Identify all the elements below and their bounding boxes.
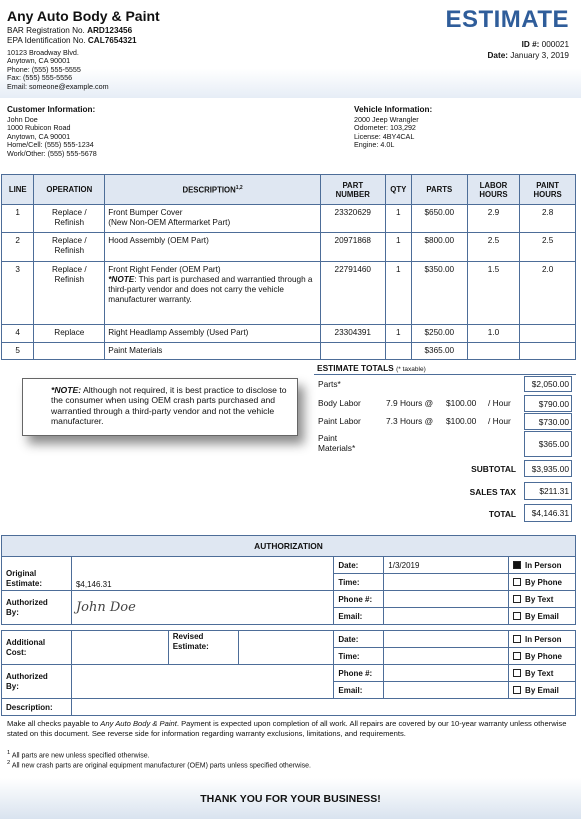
header-operation: OPERATION (34, 175, 105, 205)
time-field[interactable] (384, 574, 509, 591)
checkbox[interactable] (513, 686, 521, 694)
table-row (2, 262, 576, 325)
line-items-table (1, 174, 576, 360)
cell-description: Paint Materials (105, 343, 321, 360)
total-label: TOTAL (488, 509, 516, 519)
paint-labor-rate: $100.00 (446, 416, 477, 426)
revised-estimate-label: Revised Estimate: (168, 631, 238, 665)
cell-description: Right Headlamp Assembly (Used Part) (105, 325, 321, 343)
body-labor-rate: $100.00 (446, 398, 477, 408)
sales-tax-value: $211.31 (524, 482, 572, 500)
checkbox[interactable] (513, 669, 521, 677)
cell-part-number: 20971868 (320, 233, 385, 262)
document-title: ESTIMATE (445, 6, 569, 33)
revised-estimate-field[interactable] (238, 631, 334, 665)
signature: John Doe (75, 600, 136, 615)
cell-line: 4 (2, 325, 34, 343)
cell-qty: 1 (385, 262, 411, 325)
description-field[interactable] (71, 699, 575, 716)
email-label: Email: (334, 682, 384, 699)
subtotal-value: $3,935.00 (524, 460, 572, 477)
company-name: Any Auto Body & Paint (7, 8, 160, 24)
signature-field[interactable] (71, 591, 333, 625)
cell-labor: 2.5 (467, 233, 520, 262)
estimate-id: ID #: 000021 (521, 40, 569, 49)
cell-operation (34, 343, 105, 360)
authorization-title: AUTHORIZATION (2, 536, 576, 557)
header-parts: PARTS (411, 175, 467, 205)
customer-heading: Customer Information: (7, 105, 96, 114)
revision-authorization-table (1, 630, 576, 716)
estimate-totals-title: ESTIMATE TOTALS (* taxable) (317, 363, 426, 373)
header-line: LINE (2, 175, 34, 205)
checkbox[interactable] (513, 595, 521, 603)
parts-total-label: Parts* (318, 379, 341, 389)
cell-qty: 1 (385, 205, 411, 233)
body-labor-label: Body Labor (318, 398, 361, 408)
date-label: Date: (334, 631, 384, 648)
subtotal-label: SUBTOTAL (471, 464, 516, 474)
header-description: DESCRIPTION$^{1,2}$ (105, 175, 321, 205)
cell-labor: 1.5 (467, 262, 520, 325)
cell-part-number: 23304391 (320, 325, 385, 343)
in-person-checkbox[interactable]: In Person (509, 631, 576, 648)
paint-labor-hours: 7.3 Hours @ (386, 416, 434, 426)
cell-parts: $365.00 (411, 343, 467, 360)
signature-field[interactable] (71, 665, 333, 699)
cell-labor: 2.9 (467, 205, 520, 233)
estimate-date: Date: January 3, 2019 (487, 51, 569, 60)
by-text-checkbox[interactable]: By Text (509, 591, 576, 608)
disclosure-note-text: *NOTE: Although not required, it is best practice to disclose to the consumer when using OEM crash parts purchased and warrantied through a third-party vendor and not the vehicle manufacturer. (51, 385, 287, 427)
phone-field[interactable] (384, 665, 509, 682)
cell-operation: Replace / Refinish (34, 233, 105, 262)
phone-label: Phone #: (334, 665, 384, 682)
original-estimate-value: $4,146.31 (71, 557, 333, 591)
cell-labor: 1.0 (467, 325, 520, 343)
cell-line: 5 (2, 343, 34, 360)
vehicle-info: 2000 Jeep Wrangler Odometer: 103,292 License: 4BY4CAL Engine: 4.0L (354, 115, 419, 150)
date-field[interactable] (384, 631, 509, 648)
checkbox[interactable] (513, 578, 521, 586)
table-header-row (2, 175, 576, 205)
email-field[interactable] (384, 608, 509, 625)
cell-qty: 1 (385, 233, 411, 262)
body-labor-hours: 7.9 Hours @ (386, 398, 434, 408)
table-row (2, 233, 576, 262)
customer-info: John Doe 1000 Rubicon Road Anytown, CA 90001 Home/Cell: (555) 555-1234 Work/Other: (555) 555-5678 (7, 115, 97, 158)
cell-parts: $650.00 (411, 205, 467, 233)
cell-parts: $800.00 (411, 233, 467, 262)
cell-labor (467, 343, 520, 360)
cell-operation: Replace / Refinish (34, 205, 105, 233)
cell-qty: 1 (385, 325, 411, 343)
time-field[interactable] (384, 648, 509, 665)
checkbox[interactable] (513, 612, 521, 620)
sales-tax-label: SALES TAX (469, 487, 516, 497)
total-value: $4,146.31 (524, 504, 572, 522)
additional-cost-label: Additional Cost: (2, 631, 72, 665)
by-text-checkbox[interactable]: By Text (509, 665, 576, 682)
cell-operation: Replace / Refinish (34, 262, 105, 325)
disclosure-note-box (22, 378, 298, 436)
header-paint-hours: PAINT HOURS (520, 175, 576, 205)
header-qty: QTY (385, 175, 411, 205)
cell-paint: 2.5 (520, 233, 576, 262)
cell-line: 2 (2, 233, 34, 262)
footnote-1: $^1$ All parts are new unless specified otherwise. (7, 750, 150, 760)
paint-materials-value: $365.00 (524, 431, 572, 457)
footnote-2: $^2$ All new crash parts are original equipment manufacturer (OEM) parts unless specified otherwise. (7, 760, 312, 770)
thank-you-message: THANK YOU FOR YOUR BUSINESS! (200, 793, 381, 805)
original-estimate-label: Original Estimate: (2, 557, 72, 591)
totals-divider (314, 374, 576, 375)
cell-description: Front Right Fender (OEM Part) *NOTE: This part is purchased and warrantied through a third-party vendor and does not carry the vehicle manufacturer warranty. (105, 262, 321, 325)
company-address: 10123 Broadway Blvd. Anytown, CA 90001 Phone: (555) 555-5555 Fax: (555) 555-5556 Email: someone@example.com (7, 48, 109, 91)
by-email-checkbox[interactable]: By Email (509, 608, 576, 625)
cell-description: Hood Assembly (OEM Part) (105, 233, 321, 262)
by-phone-checkbox[interactable]: By Phone (509, 574, 576, 591)
header-labor-hours: LABOR HOURS (467, 175, 520, 205)
paint-labor-label: Paint Labor (318, 416, 361, 426)
time-label: Time: (334, 648, 384, 665)
epa-identification: EPA Identification No. CAL7654321 (7, 36, 137, 45)
cell-operation: Replace (34, 325, 105, 343)
paint-labor-value: $730.00 (524, 413, 572, 430)
parts-total-value: $2,050.00 (524, 376, 572, 392)
additional-cost-field[interactable] (71, 631, 168, 665)
cell-line: 3 (2, 262, 34, 325)
date-label: Date: (334, 557, 384, 574)
authorized-by-label: Authorized By: (2, 591, 72, 625)
email-field[interactable] (384, 682, 509, 699)
by-phone-checkbox[interactable]: By Phone (509, 648, 576, 665)
cell-line: 1 (2, 205, 34, 233)
cell-paint (520, 325, 576, 343)
checkbox[interactable] (513, 652, 521, 660)
phone-label: Phone #: (334, 591, 384, 608)
header-part-number: PART NUMBER (320, 175, 385, 205)
table-row (2, 205, 576, 233)
body-labor-value: $790.00 (524, 395, 572, 412)
cell-paint (520, 343, 576, 360)
authorization-table (1, 535, 576, 625)
phone-field[interactable] (384, 591, 509, 608)
date-field[interactable]: 1/3/2019 (384, 557, 509, 574)
by-email-checkbox[interactable]: By Email (509, 682, 576, 699)
authorized-by-label: Authorized By: (2, 665, 72, 699)
part-note: *NOTE: This part is purchased and warrantied through a third-party vendor and does not carry the vehicle manufacturer warranty. (108, 275, 313, 304)
description-label: Description: (2, 699, 72, 716)
in-person-checkbox[interactable]: In Person (509, 557, 576, 574)
cell-qty (385, 343, 411, 360)
email-label: Email: (334, 608, 384, 625)
paint-labor-per-hour: / Hour (488, 416, 511, 426)
checkbox[interactable] (513, 635, 521, 643)
cell-paint: 2.0 (520, 262, 576, 325)
cell-parts: $250.00 (411, 325, 467, 343)
checkbox-checked[interactable] (513, 561, 521, 569)
cell-part-number: 22791460 (320, 262, 385, 325)
body-labor-per-hour: / Hour (488, 398, 511, 408)
payment-terms: Make all checks payable to Any Auto Body & Paint. Payment is expected upon completion of all work. All repairs are covered by our 10-year warranty unless otherwise stated on this document. See reverse side for information regarding warranty exclusions, limitations, and requirements. (7, 719, 567, 738)
table-row (2, 325, 576, 343)
cell-part-number: 23320629 (320, 205, 385, 233)
bar-registration: BAR Registration No. ARD123456 (7, 26, 133, 35)
time-label: Time: (334, 574, 384, 591)
cell-paint: 2.8 (520, 205, 576, 233)
cell-part-number (320, 343, 385, 360)
cell-description: Front Bumper Cover (New Non-OEM Aftermarket Part) (105, 205, 321, 233)
table-row (2, 343, 576, 360)
cell-parts: $350.00 (411, 262, 467, 325)
vehicle-heading: Vehicle Information: (354, 105, 433, 114)
paint-materials-label: Paint Materials* (318, 433, 356, 453)
